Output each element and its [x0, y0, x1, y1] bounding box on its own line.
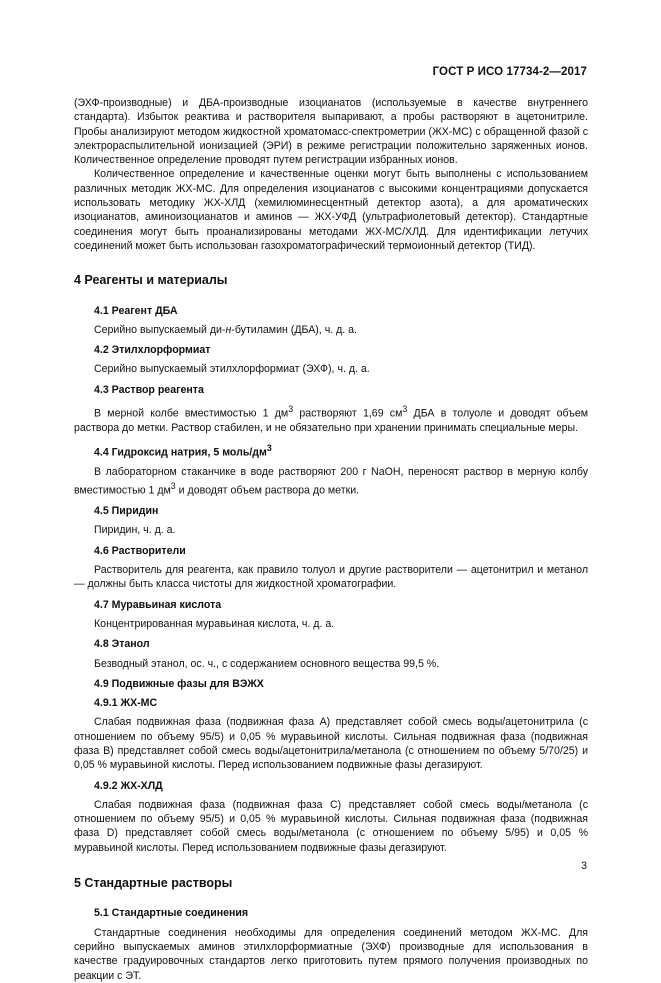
subsection-4-3-text: В мерной колбе вместимостью 1 $дм^3$ растворяют 1,69 $см^3$ ДБА в толуоле и доводят объем раствора до метки. Раствор стабилен, и не обязательно при хранении принимать специальные меры.	[74, 404, 588, 434]
subsection-4-9-1-heading: 4.9.1 ЖХ-МС	[94, 697, 158, 710]
page-content	[74, 96, 588, 983]
document-number: ГОСТ Р ИСО 17734-2—2017	[432, 66, 587, 78]
subsection-4-7-text: Концентрированная муравьиная кислота, ч. д. а.	[94, 617, 335, 630]
subsection-4-9-2-heading: 4.9.2 ЖХ-ХЛД	[94, 779, 163, 792]
subsection-4-8-heading: 4.8 Этанол	[94, 638, 150, 651]
subsection-4-5-text: Пиридин, ч. д. а.	[94, 524, 176, 537]
intro-paragraph-2: Количественное определение и качественные оценки могут быть выполнены с использованием различных методик ЖХ-МС. Для определения изоцианатов с высокими концентрациями допускается использовать методику ЖХ-ХЛД (хемилюминесцентный детектор азота), а для ароматических изоцианатов, аминоизоцианатов и аминов — ЖХ-УФД (ультрафиолетовый детектор). Стандартные соединения могут быть проанализированы методами ЖХ-МС/ХЛД. Для идентификации летучих соединений может быть использован газохроматографический термоионный детектор (ТИД).	[74, 168, 588, 252]
subsection-5-1-heading: 5.1 Стандартные соединения	[94, 907, 249, 920]
subsection-4-8-text: Безводный этанол, ос. ч., с содержанием основного вещества 99,5 %.	[94, 657, 440, 670]
subsection-4-6-text: Растворитель для реагента, как правило толуол и другие растворители — ацетонитрил и метанол — должны быть класса чистоты для жидкостной хроматографии.	[74, 564, 588, 591]
subsection-4-9-heading: 4.9 Подвижные фазы для ВЭЖХ	[94, 677, 264, 690]
subsection-4-1-text: Серийно выпускаемый ди-н-бутиламин (ДБА), ч. д. а.	[94, 323, 358, 336]
page-number: 3	[581, 860, 587, 872]
subsection-4-4-text: В лабораторном стаканчике в воде растворяют 200 г NaOH, переносят раствор в мерную колбу вместимостью 1 $дм^3$ и доводят объем раствора до метки.	[74, 466, 588, 497]
subsection-4-2-heading: 4.2 Этилхлорформиат	[94, 344, 211, 357]
subsection-4-7-heading: 4.7 Муравьиная кислота	[94, 598, 222, 611]
subsection-4-3-heading: 4.3 Раствор реагента	[94, 383, 204, 396]
subsection-4-1-heading: 4.1 Реагент ДБА	[94, 304, 178, 317]
section-4-title: 4 Реагенты и материалы	[74, 273, 228, 288]
subsection-4-9-2-text: Слабая подвижная фаза (подвижная фаза C) представляет собой смесь воды/метанола (с отношением по объему 95/5) и 0,05 % муравьиной кислоты. Сильная подвижная фаза (подвижная фаза D) представляет собой смесь воды/метанола (с отношением по объему 5/95) и 0,05 % муравьиной кислоты. Перед использованием подвижные фазы дегазируют.	[74, 798, 588, 854]
subsection-4-6-heading: 4.6 Растворители	[94, 544, 186, 557]
section-5-title: 5 Стандартные растворы	[74, 876, 233, 891]
intro-paragraph-1: (ЭХФ-производные) и ДБА-производные изоцианатов (используемые в качестве внутреннего стандарта). Избыток реактива и растворителя выпаривают, а пробы растворяют в ацетонитриле. Пробы анализируют методом жидкостной хроматомасс-спектрометрии (ЖХ-МС) с обращенной фазой с электрораспылительной ионизацией (ЭРИ) в режиме регистрации положительно заряженных ионов. Количественное определение проводят путем регистрации избранных ионов.	[74, 97, 588, 167]
subsection-4-4-heading: 4.4 Гидроксид натрия, 5 моль/$дм^3$	[94, 443, 272, 459]
subsection-4-5-heading: 4.5 Пиридин	[94, 505, 159, 518]
subsection-4-9-1-text: Слабая подвижная фаза (подвижная фаза A) представляет собой смесь воды/ацетонитрила (с отношением по объему 95/5) и 0,05 % муравьиной кислоты. Сильная подвижная фаза (подвижная фаза B) представляет собой смесь воды/ацетонитрила/метанола (с отношением по объему 5/70/25) и 0,05 % муравьиной кислоты. Перед использованием подвижные фазы дегазируют.	[74, 716, 588, 772]
subsection-5-1-text: Стандартные соединения необходимы для определения соединений методом ЖХ-МС. Для серийно выпускаемых аминов этилхлорформиатные (ЭХФ) производные для использования в качестве градуировочных стандартов легко приготовить путем прямого получения производных по реакции с ЭТ.	[74, 926, 588, 982]
subsection-4-2-text: Серийно выпускаемый этилхлорформиат (ЭХФ), ч. д. а.	[94, 363, 370, 376]
